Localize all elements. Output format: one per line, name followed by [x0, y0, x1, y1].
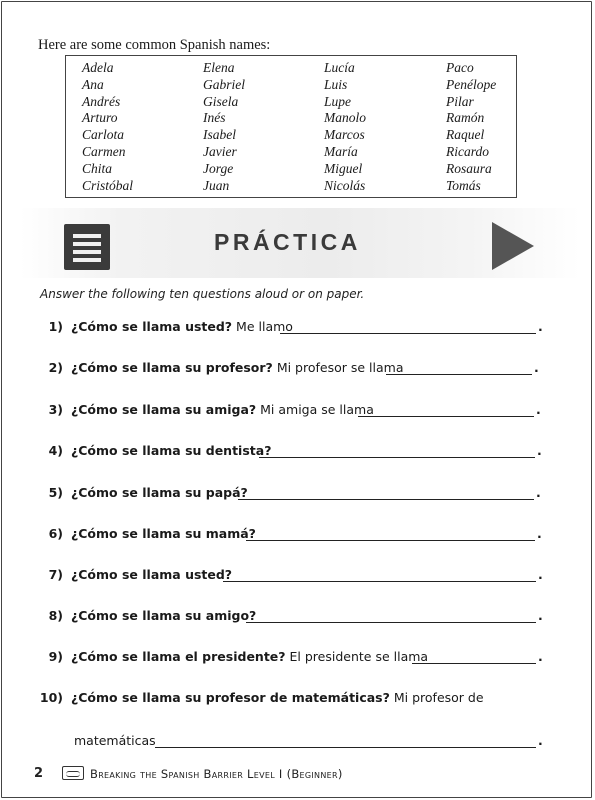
name-item: Javier [203, 143, 237, 159]
question-number: 3) [48, 402, 63, 417]
name-item: Isabel [203, 127, 236, 143]
question-item [0, 319, 595, 339]
name-item: Pilar [446, 93, 474, 109]
name-item: Carlota [82, 127, 125, 143]
question-item [0, 360, 595, 380]
terminator: . [537, 443, 542, 458]
question-item [0, 649, 595, 669]
name-item: Juan [203, 177, 230, 193]
name-item: Manolo [324, 110, 366, 126]
answer-prompt: Mi amiga se llama [260, 402, 374, 417]
names-column-1 [82, 60, 133, 194]
question-text: ¿Cómo se llama su amigo? [71, 608, 257, 623]
answer-line[interactable] [223, 581, 536, 582]
question-item [0, 526, 595, 546]
question-text: ¿Cómo se llama su profesor de matemáticas? [71, 690, 390, 705]
question-number: 7) [48, 567, 63, 582]
question-number: 1) [48, 319, 63, 334]
name-item: Cristóbal [82, 177, 134, 193]
question-continuation [0, 733, 595, 753]
name-item: Carmen [82, 143, 126, 159]
question-text: ¿Cómo se llama su mamá? [71, 526, 256, 541]
name-item: Elena [203, 60, 235, 75]
question-item [0, 402, 595, 422]
names-table [65, 55, 517, 198]
question-number: 9) [48, 649, 63, 664]
name-item: Ana [82, 76, 104, 92]
name-item: Gisela [203, 93, 239, 109]
question-text: ¿Cómo se llama su amiga? [71, 402, 257, 417]
name-item: Arturo [82, 110, 118, 126]
names-column-4 [446, 60, 496, 194]
striped-box-icon [64, 224, 110, 270]
terminator: . [538, 733, 543, 748]
name-item: Inés [203, 110, 226, 126]
question-text: ¿Cómo se llama su profesor? [71, 360, 273, 375]
names-column-3 [324, 60, 366, 194]
book-title: Breaking the Spanish Barrier Level I (Beginner) [90, 767, 343, 781]
question-number: 4) [48, 443, 63, 458]
terminator: . [536, 402, 541, 417]
answer-line[interactable] [259, 457, 535, 458]
name-item: Miguel [324, 160, 363, 176]
answer-line[interactable] [412, 663, 536, 664]
question-item [0, 608, 595, 628]
question-text: ¿Cómo se llama su dentista? [71, 443, 272, 458]
name-item: Paco [446, 60, 474, 75]
name-item: Chita [82, 160, 113, 176]
name-item: Andrés [82, 93, 121, 109]
answer-prompt: Me llamo [236, 319, 293, 334]
answer-line[interactable] [280, 333, 536, 334]
answer-line[interactable] [155, 747, 536, 748]
terminator: . [534, 360, 539, 375]
terminator: . [536, 485, 541, 500]
terminator: . [537, 526, 542, 541]
name-item: Gabriel [203, 76, 245, 92]
name-item: Penélope [446, 76, 497, 92]
name-item: Marcos [324, 127, 365, 143]
answer-line[interactable] [246, 622, 536, 623]
name-item: Nicolás [324, 177, 366, 193]
answer-prompt-continuation: matemáticas [74, 733, 156, 748]
question-item [0, 567, 595, 587]
name-item: Rosaura [446, 160, 492, 176]
instructions-text: Answer the following ten questions aloud or on paper. [40, 287, 365, 301]
answer-line[interactable] [386, 374, 532, 375]
question-number: 2) [48, 360, 63, 375]
question-number: 6) [48, 526, 63, 541]
answer-prompt: Mi profesor de [393, 690, 484, 705]
question-text: ¿Cómo se llama el presidente? [71, 649, 286, 664]
name-item: Luis [324, 76, 348, 92]
answer-prompt: Mi profesor se llama [276, 360, 404, 375]
triangle-arrow-icon [492, 222, 534, 270]
name-item: María [324, 143, 358, 159]
name-item: Jorge [203, 160, 234, 176]
name-item: Adela [82, 60, 114, 75]
terminator: . [538, 567, 543, 582]
question-number: 5) [48, 485, 63, 500]
names-column-2 [203, 60, 245, 194]
question-number: 10) [39, 690, 63, 705]
section-title: PRÁCTICA [214, 229, 361, 255]
answer-line[interactable] [358, 416, 534, 417]
question-text: ¿Cómo se llama usted? [71, 319, 233, 334]
answer-line[interactable] [246, 540, 535, 541]
question-item [0, 690, 595, 710]
question-item [0, 443, 595, 463]
intro-text: Here are some common Spanish names: [38, 37, 271, 53]
question-text: ¿Cómo se llama su papá? [71, 485, 248, 500]
name-item: Tomás [446, 177, 481, 193]
name-item: Lupe [324, 93, 351, 109]
question-item [0, 485, 595, 505]
terminator: . [538, 319, 543, 334]
answer-line[interactable] [238, 499, 534, 500]
name-item: Ricardo [446, 143, 489, 159]
name-item: Raquel [446, 127, 485, 143]
question-text: ¿Cómo se llama usted? [71, 567, 233, 582]
book-logo-icon [62, 766, 84, 780]
question-number: 8) [48, 608, 63, 623]
answer-prompt: El presidente se llama [289, 649, 429, 664]
terminator: . [538, 608, 543, 623]
terminator: . [538, 649, 543, 664]
name-item: Lucía [324, 60, 355, 75]
page-number: 2 [34, 766, 44, 781]
name-item: Ramón [446, 110, 485, 126]
